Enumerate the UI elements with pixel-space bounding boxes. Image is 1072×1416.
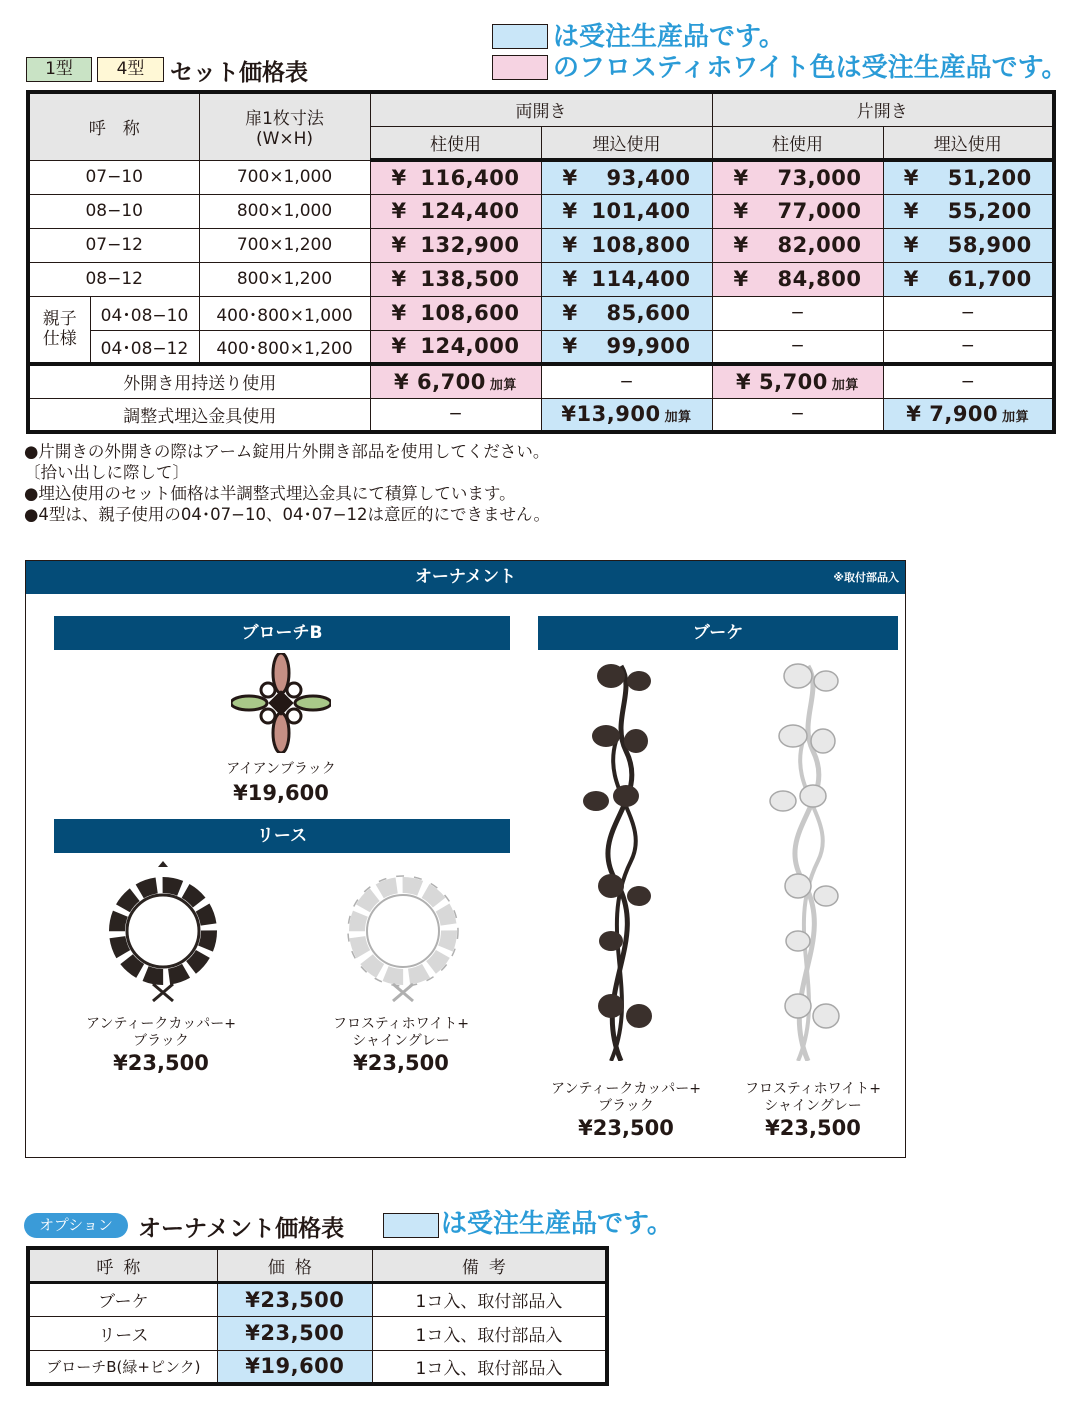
price-single-embedded — [883, 194, 1054, 228]
row-note: 1コ入、取付部品入 — [372, 1350, 607, 1384]
yen-sign: ¥ — [391, 334, 407, 359]
label-line2: ブラック — [133, 1033, 189, 1049]
price-value: 99,900 — [606, 334, 691, 359]
header-name: 呼 称 — [28, 92, 199, 160]
set-price-table — [26, 90, 1056, 434]
price-value: 82,000 — [777, 233, 862, 257]
price-double-embedded — [541, 262, 712, 296]
price-double-pillar — [370, 194, 541, 228]
yen-sign: ¥ — [391, 199, 407, 223]
yen-sign: ¥ — [903, 267, 919, 291]
brooch-price: ¥19,600 — [233, 781, 329, 805]
note-4: ●4型は、親子使用の04･07−10、04･07−12は意匠的にできません。 — [24, 505, 551, 524]
price-single-embedded: − — [883, 330, 1054, 364]
extra-single-embedded: − — [883, 364, 1054, 398]
brooch-header: ブローチB — [54, 616, 510, 650]
yen-sign: ¥ — [562, 165, 578, 190]
price-single-pillar — [712, 194, 883, 228]
option-badge: オプション — [24, 1213, 128, 1238]
price-value: 108,600 — [420, 301, 520, 325]
row-size: 400･800×1,200 — [199, 330, 370, 364]
extra-double-pillar: − — [370, 398, 541, 432]
set-price-title: セット価格表 — [170, 60, 308, 86]
price-single-embedded — [883, 228, 1054, 262]
price-value: 7,900 — [929, 402, 999, 427]
wreath-white-image-icon — [338, 859, 468, 1004]
row-size: 400･800×1,000 — [199, 296, 370, 330]
kasan-label: 加算 — [1002, 410, 1030, 426]
price-single-pillar: − — [712, 330, 883, 364]
legend-swatch-blue — [492, 24, 548, 49]
price-value: 5,700 — [758, 369, 828, 394]
price-value: 108,800 — [591, 233, 691, 257]
table-row — [28, 1282, 607, 1316]
header-size-line2: (W×H) — [255, 129, 314, 150]
oyako-label-line2: 仕様 — [42, 329, 77, 350]
row-size: 700×1,200 — [199, 228, 370, 262]
price-single-pillar: − — [712, 296, 883, 330]
price-single-pillar — [712, 228, 883, 262]
label-line1: アンティークカッパー+ — [551, 1081, 701, 1097]
extra-double-embedded — [541, 398, 712, 432]
wreath-white-label — [306, 1016, 496, 1050]
yen-sign: ¥ — [561, 402, 577, 427]
legend-text-blue: は受注生産品です。 — [553, 22, 785, 52]
price-value: 51,200 — [947, 165, 1032, 190]
price-double-embedded — [541, 160, 712, 194]
yen-sign: ¥ — [394, 369, 410, 394]
price-value: 13,900 — [576, 402, 661, 427]
price-value: 55,200 — [947, 199, 1032, 223]
extra-label: 調整式埋込金具使用 — [28, 398, 370, 432]
price-double-pillar — [370, 228, 541, 262]
price-value: 116,400 — [420, 165, 520, 190]
legend-text-pink: のフロスティホワイト色は受注生産品です。 — [553, 53, 1068, 83]
price-value: 138,500 — [420, 267, 520, 291]
option-price-table — [26, 1246, 609, 1386]
option-legend-text: は受注生産品です。 — [441, 1209, 673, 1239]
header-double-pillar: 柱使用 — [370, 126, 541, 160]
type-badge-1: 1型 — [26, 57, 92, 82]
header-size-line1: 扉1枚寸法 — [245, 109, 324, 130]
yen-sign: ¥ — [906, 402, 922, 427]
label-line2: シャイングレー — [764, 1098, 862, 1114]
kasan-label: 加算 — [489, 377, 517, 393]
label-line1: アンティークカッパー+ — [86, 1016, 236, 1032]
price-double-embedded — [541, 194, 712, 228]
note-1: ●片開きの外開きの際はアーム錠用片外開き部品を使用してください。 — [24, 442, 550, 461]
price-double-embedded — [541, 228, 712, 262]
kasan-label: 加算 — [831, 377, 859, 393]
price-single-pillar — [712, 160, 883, 194]
price-value: 58,900 — [947, 233, 1032, 257]
yen-sign: ¥ — [562, 301, 578, 325]
yen-sign: ¥ — [391, 301, 407, 325]
table-row-extra — [28, 364, 1054, 398]
price-value: 93,400 — [606, 165, 691, 190]
yen-sign: ¥ — [391, 233, 407, 257]
row-name: ブーケ — [28, 1282, 217, 1316]
price-double-pillar — [370, 296, 541, 330]
price-value: 85,600 — [606, 301, 691, 325]
row-name: 08−10 — [28, 194, 199, 228]
bouquet-black-label — [531, 1081, 721, 1115]
price-value: 6,700 — [416, 369, 486, 394]
header-double: 両開き — [370, 92, 712, 126]
option-legend-swatch — [383, 1213, 439, 1238]
extra-double-pillar — [370, 364, 541, 398]
wreath-black-image-icon — [98, 859, 228, 1004]
table-row — [28, 1316, 607, 1350]
header-single: 片開き — [712, 92, 1054, 126]
price-single-embedded — [883, 160, 1054, 194]
yen-sign: ¥ — [391, 165, 407, 190]
bouquet-black-price: ¥23,500 — [578, 1116, 674, 1140]
price-double-pillar — [370, 160, 541, 194]
header-double-embedded: 埋込使用 — [541, 126, 712, 160]
row-price: ¥23,500 — [217, 1316, 372, 1350]
header-size — [199, 92, 370, 160]
extra-double-embedded: − — [541, 364, 712, 398]
ornament-title: オーナメント — [414, 567, 517, 587]
price-value: 124,000 — [420, 334, 520, 359]
label-line2: ブラック — [598, 1098, 654, 1114]
oyako-label-line1: 親子 — [42, 309, 77, 330]
price-double-pillar — [370, 262, 541, 296]
yen-sign: ¥ — [391, 267, 407, 291]
yen-sign: ¥ — [562, 334, 578, 359]
oyako-label — [28, 296, 90, 364]
price-double-embedded — [541, 330, 712, 364]
row-size: 800×1,000 — [199, 194, 370, 228]
extra-single-pillar — [712, 364, 883, 398]
header-note: 備考 — [372, 1248, 607, 1282]
table-row — [28, 296, 1054, 330]
price-double-pillar — [370, 330, 541, 364]
row-name: 07−12 — [28, 228, 199, 262]
row-note: 1コ入、取付部品入 — [372, 1282, 607, 1316]
row-name: リース — [28, 1316, 217, 1350]
wreath-black-label — [66, 1016, 256, 1050]
bouquet-white-price: ¥23,500 — [765, 1116, 861, 1140]
row-size: 800×1,200 — [199, 262, 370, 296]
row-name: 08−12 — [28, 262, 199, 296]
price-value: 61,700 — [947, 267, 1032, 291]
yen-sign: ¥ — [562, 267, 578, 291]
row-size: 700×1,000 — [199, 160, 370, 194]
price-value: 77,000 — [777, 199, 862, 223]
kasan-label: 加算 — [664, 410, 692, 426]
row-note: 1コ入、取付部品入 — [372, 1316, 607, 1350]
yen-sign: ¥ — [903, 199, 919, 223]
legend-swatch-pink — [492, 55, 548, 80]
ornament-panel — [25, 560, 906, 1158]
row-name: 04･08−10 — [90, 296, 199, 330]
price-double-embedded — [541, 296, 712, 330]
yen-sign: ¥ — [736, 369, 752, 394]
brooch-image-icon — [231, 653, 331, 753]
price-value: 84,800 — [777, 267, 862, 291]
price-single-embedded — [883, 262, 1054, 296]
yen-sign: ¥ — [562, 199, 578, 223]
note-2: 〔拾い出しに際して〕 — [24, 463, 189, 482]
label-line2: シャイングレー — [352, 1033, 450, 1049]
price-value: 73,000 — [777, 165, 862, 190]
table-row — [28, 194, 1054, 228]
price-single-embedded: − — [883, 296, 1054, 330]
yen-sign: ¥ — [733, 199, 749, 223]
row-name: ブローチB(緑+ピンク) — [28, 1350, 217, 1384]
ornament-note: ※取付部品入 — [833, 571, 899, 584]
price-single-pillar — [712, 262, 883, 296]
wreath-header: リース — [54, 819, 510, 853]
yen-sign: ¥ — [733, 267, 749, 291]
table-row — [28, 160, 1054, 194]
table-row — [28, 1350, 607, 1384]
table-row — [28, 228, 1054, 262]
label-line1: フロスティホワイト+ — [333, 1016, 469, 1032]
table-row-extra — [28, 398, 1054, 432]
header-single-pillar: 柱使用 — [712, 126, 883, 160]
ornament-header — [26, 561, 905, 594]
option-table-title: オーナメント価格表 — [138, 1216, 345, 1242]
row-name: 04･08−12 — [90, 330, 199, 364]
header-price: 価格 — [217, 1248, 372, 1282]
type-badge-4: 4型 — [97, 57, 164, 82]
row-name: 07−10 — [28, 160, 199, 194]
row-price: ¥19,600 — [217, 1350, 372, 1384]
bouquet-header: ブーケ — [538, 616, 898, 650]
note-3: ●埋込使用のセット価格は半調整式埋込金具にて積算しています。 — [24, 484, 516, 503]
bouquet-white-label — [718, 1081, 908, 1115]
yen-sign: ¥ — [562, 233, 578, 257]
price-value: 124,400 — [420, 199, 520, 223]
table-row — [28, 262, 1054, 296]
label-line1: フロスティホワイト+ — [745, 1081, 881, 1097]
extra-single-embedded — [883, 398, 1054, 432]
header-name: 呼称 — [28, 1248, 217, 1282]
table-row — [28, 330, 1054, 364]
yen-sign: ¥ — [903, 165, 919, 190]
notes — [24, 441, 550, 525]
row-price: ¥23,500 — [217, 1282, 372, 1316]
wreath-black-price: ¥23,500 — [113, 1051, 209, 1075]
price-value: 132,900 — [420, 233, 520, 257]
yen-sign: ¥ — [733, 165, 749, 190]
header-single-embedded: 埋込使用 — [883, 126, 1054, 160]
yen-sign: ¥ — [903, 233, 919, 257]
extra-single-pillar: − — [712, 398, 883, 432]
wreath-white-price: ¥23,500 — [353, 1051, 449, 1075]
price-value: 114,400 — [591, 267, 691, 291]
bouquet-black-image-icon — [581, 661, 661, 1061]
yen-sign: ¥ — [733, 233, 749, 257]
price-value: 101,400 — [591, 199, 691, 223]
brooch-color-label: アイアンブラック — [226, 761, 336, 777]
extra-label: 外開き用持送り使用 — [28, 364, 370, 398]
bouquet-white-image-icon — [768, 661, 848, 1061]
